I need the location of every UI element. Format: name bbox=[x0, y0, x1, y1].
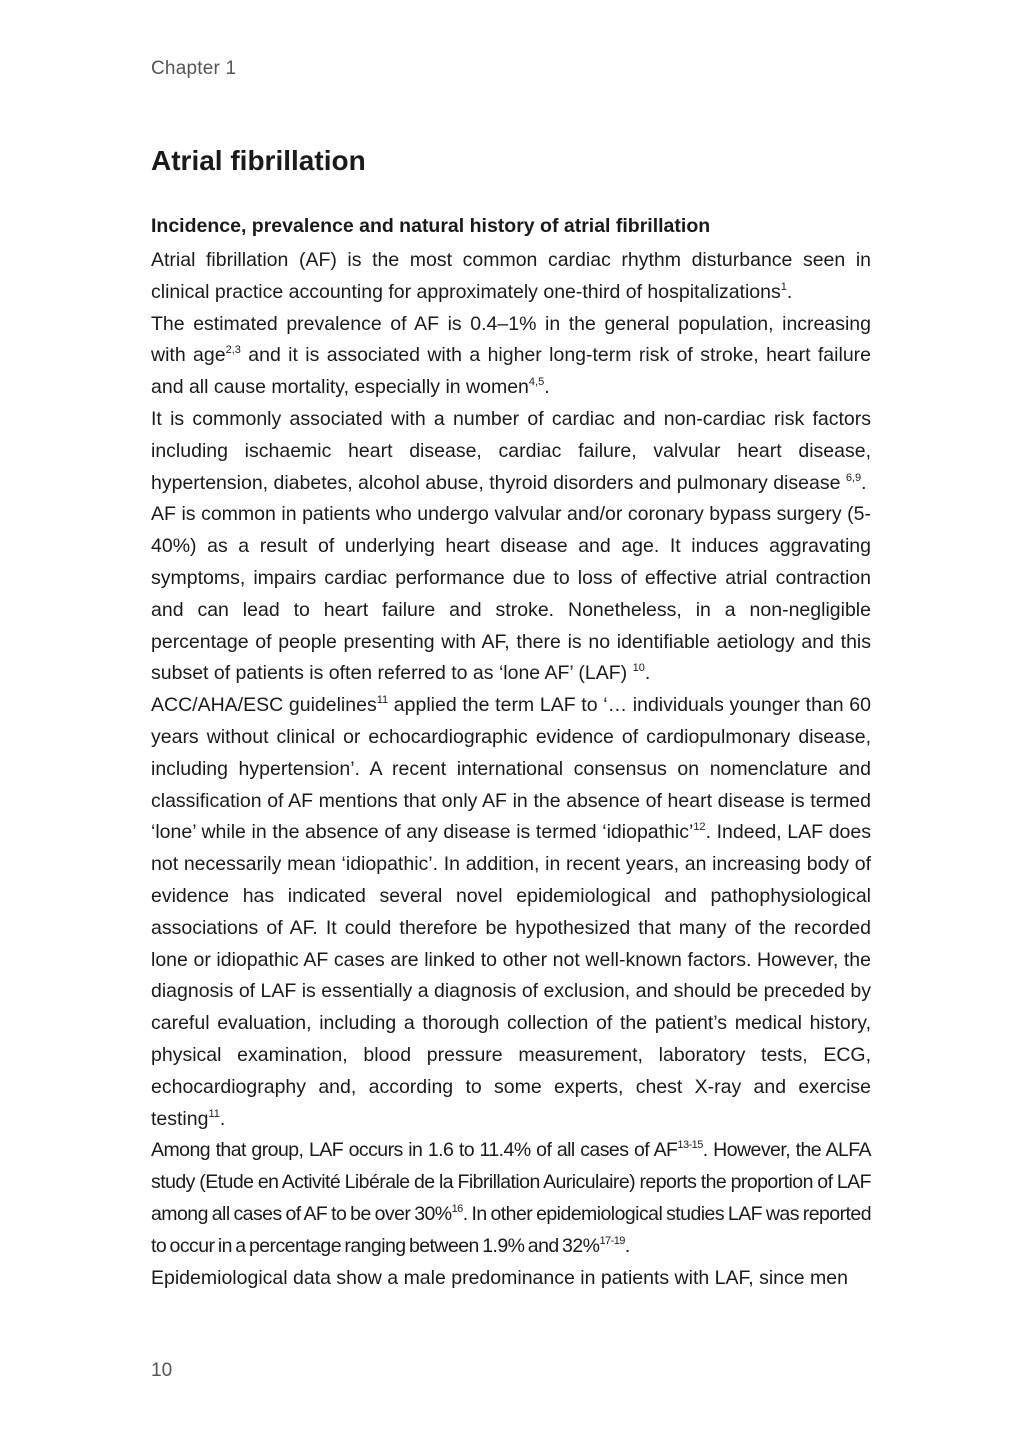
paragraph-5-end: . bbox=[219, 1107, 226, 1130]
paragraph-4-end: . bbox=[644, 662, 651, 685]
paragraph-6-start: Among that group, LAF occurs in 1.6 to 11.4% of all cases of AF bbox=[151, 1139, 678, 1162]
paragraph-3 bbox=[151, 404, 871, 499]
paragraph-7 bbox=[151, 1263, 871, 1295]
paragraph-2-end: . bbox=[544, 376, 550, 399]
citation-11: 11 bbox=[376, 694, 389, 707]
paragraph-7-text: Epidemiological data show a male predominance in patients with LAF, since men bbox=[151, 1266, 848, 1289]
paragraph-1-end: . bbox=[786, 280, 793, 303]
page-number: 10 bbox=[151, 1360, 173, 1381]
paragraph-6-end: . bbox=[624, 1234, 630, 1257]
citation-17-19: 17-19 bbox=[599, 1234, 625, 1247]
paragraph-5-mid: applied the term LAF to ‘… individuals younger than 60 years without clinical or echocardiographic evidence of cardiopulmonary disease, including hypertension’. A recent international consensus on nomenclature and classification of AF mentions that only AF in the absence of heart disease is termed ‘lone’ while in the absence of any disease is termed ‘idiopathic’ bbox=[151, 694, 871, 844]
citation-11b: 11 bbox=[208, 1107, 220, 1120]
paragraph-4-text: AF is common in patients who undergo valvular and/or coronary bypass surgery (5-40%) as a result of underlying heart disease and age. It induces aggravating symptoms, impairs cardiac performance due to loss of effective atrial contraction and can lead to heart failure and stroke. Nonetheless, in a non-negligible percentage of people presenting with AF, there is no identifiable aetiology and this subset of patients is often referred to as ‘lone AF’ (LAF) bbox=[151, 503, 871, 685]
running-head: Chapter 1 bbox=[151, 58, 237, 79]
paragraph-2-mid: and it is associated with a higher long-term risk of stroke, heart failure and all cause mortality, especially in women bbox=[151, 344, 871, 399]
paragraph-3-end: . bbox=[861, 471, 867, 494]
paragraph-4 bbox=[151, 499, 871, 690]
citation-6-9: 6,9 bbox=[845, 471, 862, 484]
paragraph-5 bbox=[151, 690, 871, 1135]
paragraph-2-text: The estimated prevalence of AF is 0.4–1% in the general population, increasing with age bbox=[151, 312, 871, 367]
paragraph-2 bbox=[151, 309, 871, 404]
citation-16: 16 bbox=[451, 1202, 463, 1215]
paragraph-5-rest: . Indeed, LAF does not necessarily mean ‘idiopathic’. In addition, in recent years, an increasing body of evidence has indicated several novel epidemiological and pathophysiological associations of AF. It could therefore be hypothesized that many of the recorded lone or idiopathic AF cases are linked to other not well-known factors. However, the diagnosis of LAF is essentially a diagnosis of exclusion, and should be preceded by careful evaluation, including a thorough collection of the patient’s medical history, physical examination, blood pressure measurement, laboratory tests, ECG, echocardiography and, according to some experts, chest X-ray and exercise testing bbox=[151, 821, 871, 1130]
paragraph-1-text: Atrial fibrillation (AF) is the most common cardiac rhythm disturbance seen in clinical practice accounting for approximately one-third of hospitalizations bbox=[151, 249, 871, 303]
body-text bbox=[151, 245, 871, 1294]
paragraph-3-text: It is commonly associated with a number of cardiac and non-cardiac risk factors including ischaemic heart disease, cardiac failure, valvular heart disease, hypertension, diabetes, alcohol abuse, thyroid disorders and pulmonary disease bbox=[151, 407, 871, 494]
citation-2-3: 2,3 bbox=[225, 344, 241, 357]
citation-12: 12 bbox=[693, 821, 706, 834]
citation-10: 10 bbox=[632, 662, 645, 675]
citation-13-15: 13-15 bbox=[677, 1139, 703, 1152]
paragraph-5-start: ACC/AHA/ESC guidelines bbox=[151, 694, 377, 717]
paragraph-1 bbox=[151, 245, 871, 309]
citation-4-5: 4,5 bbox=[528, 376, 545, 389]
paragraph-6-rest: . In other epidemiological studies LAF was reported to occur in a percentage ranging between 1.9% and 32% bbox=[151, 1202, 871, 1257]
chapter-title: Atrial fibrillation bbox=[151, 145, 366, 176]
paragraph-6 bbox=[151, 1135, 871, 1262]
paragraph-6-mid: . However, the ALFA study (Etude en Activité Libérale de la Fibrillation Auriculaire) reports the proportion of LAF among all cases of AF to be over 30% bbox=[151, 1139, 871, 1225]
citation-1: 1 bbox=[780, 280, 787, 293]
section-heading: Incidence, prevalence and natural history of atrial fibrillation bbox=[151, 215, 711, 237]
